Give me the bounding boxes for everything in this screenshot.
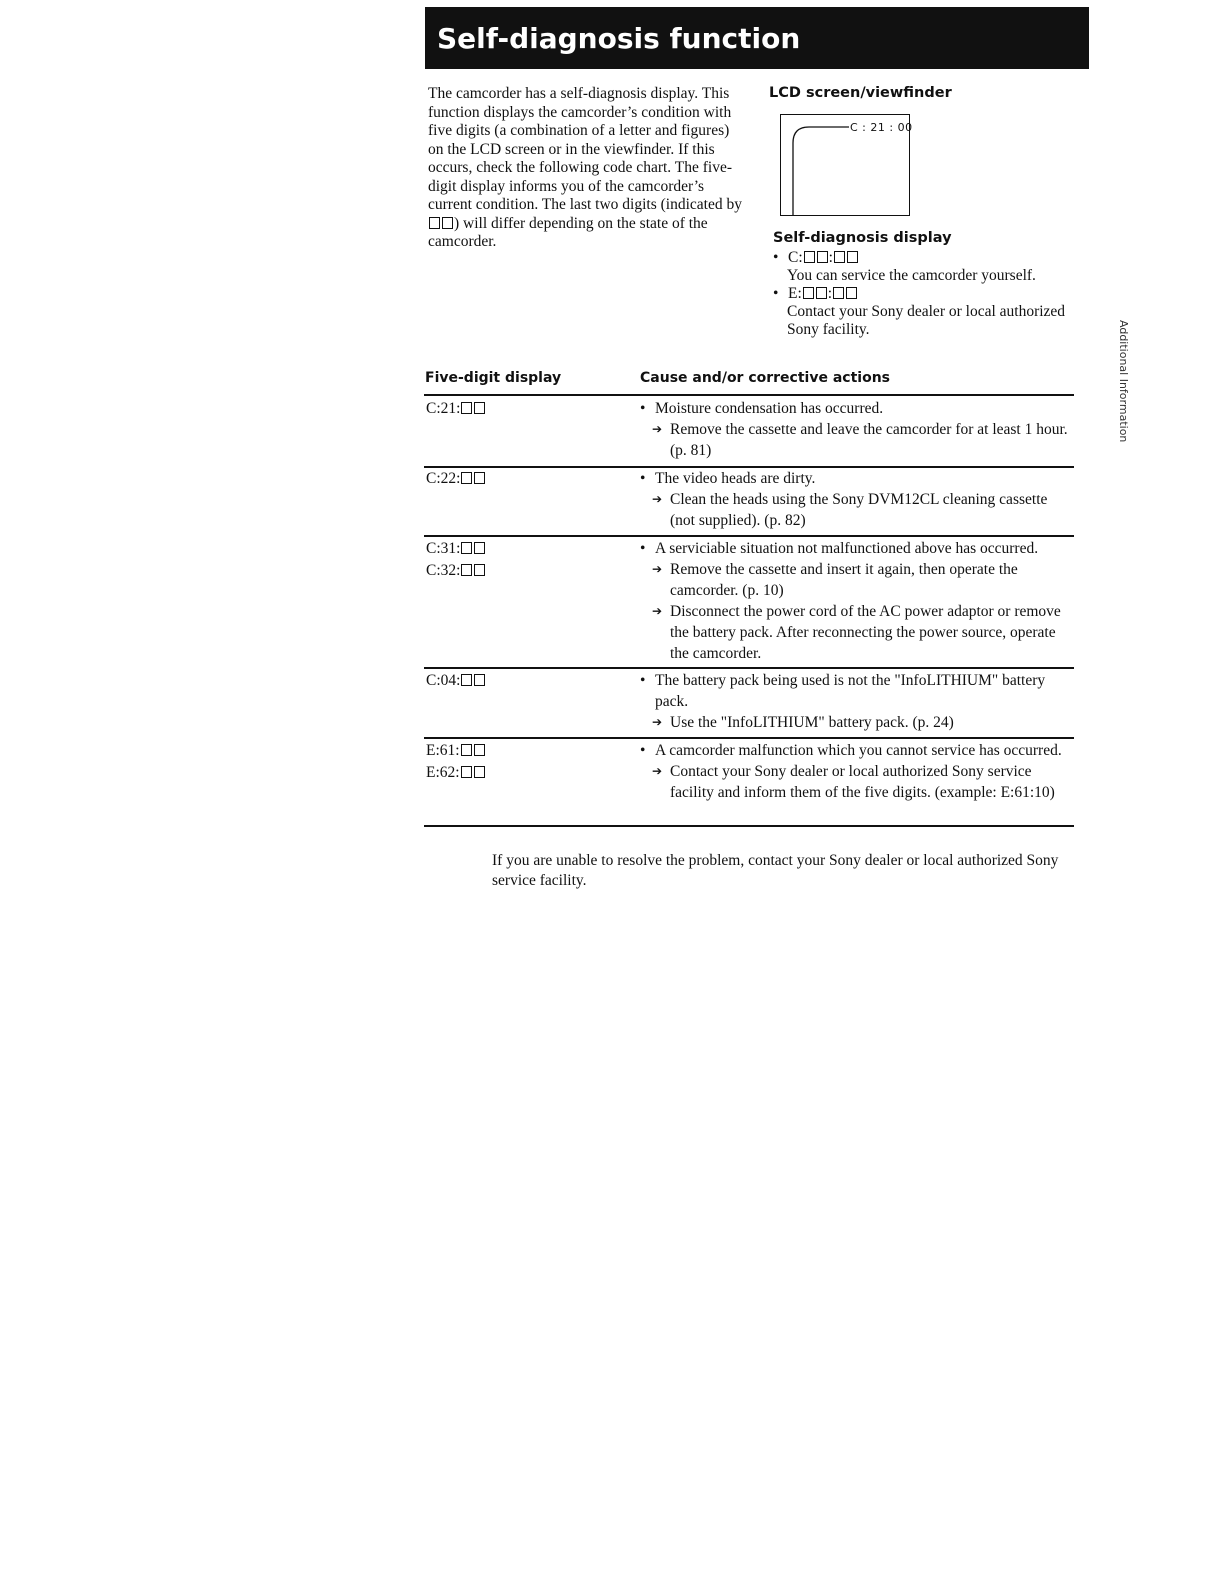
self-diagnosis-title: Self-diagnosis display — [773, 230, 952, 246]
corrective-action: ➔ Disconnect the power cord of the AC power adaptor or remove the battery pack. After reconnecting the power source, operate the camcorder. — [652, 603, 1061, 662]
cause-text: • Moisture condensation has occurred. — [640, 398, 1072, 419]
arrow-icon: ➔ — [652, 492, 663, 506]
table-row-rule — [424, 667, 1074, 669]
arrow-icon: ➔ — [652, 715, 663, 729]
lcd-readout: C : 21 : 00 — [850, 121, 913, 134]
cause-text: • The video heads are dirty. — [640, 468, 1072, 489]
table-row-code: C:22: — [426, 468, 486, 490]
table-row-code: C:04: — [426, 670, 486, 692]
table-header-cause: Cause and/or corrective actions — [640, 370, 890, 386]
table-row-cause — [640, 398, 1072, 461]
footer-note: If you are unable to resolve the problem, contact your Sony dealer or local authorized Sony service facility. — [492, 852, 1059, 889]
corrective-action: ➔ Use the "InfoLITHIUM" battery pack. (p. 24) — [652, 714, 954, 731]
corrective-action: ➔ Clean the heads using the Sony DVM12CL cleaning cassette (not supplied). (p. 82) — [652, 491, 1048, 529]
corrective-action: ➔ Contact your Sony dealer or local authorized Sony service facility and inform them of the five digits. (example: E:61:10) — [652, 763, 1055, 801]
digit-box — [429, 217, 440, 229]
intro-text-start: The camcorder has a self-diagnosis display. This function displays the camcorder’s condition with five digits (a combination of a letter and figures) on the LCD screen or in the viewfinder. If this occurs, check the following code chart. The five-digit display informs you of the camcorder’s current condition. The last two digits (indicated by — [428, 85, 742, 213]
table-row-rule — [424, 737, 1074, 739]
self-diagnosis-code: • C: : — [773, 249, 1073, 267]
table-row-cause — [640, 538, 1072, 664]
section-side-tab: Additional Information — [1117, 320, 1130, 443]
cause-text: • A serviciable situation not malfunctioned above has occurred. — [640, 538, 1072, 559]
table-row-cause — [640, 740, 1072, 803]
self-diagnosis-description: You can service the camcorder yourself. — [787, 267, 1036, 284]
table-header-code: Five-digit display — [425, 370, 562, 386]
lcd-label: LCD screen/viewfinder — [769, 85, 952, 101]
arrow-icon: ➔ — [652, 604, 663, 618]
self-diagnosis-code: • E: : — [773, 285, 1073, 303]
table-bottom-rule — [424, 825, 1074, 827]
arrow-icon: ➔ — [652, 764, 663, 778]
table-row-code: C:31: C:32: — [426, 538, 486, 582]
table-row-code: C:21: — [426, 398, 486, 420]
table-row-rule — [424, 535, 1074, 537]
table-row-cause — [640, 468, 1072, 531]
intro-text-end: ) will differ depending on the state of the camcorder. — [428, 214, 708, 250]
self-diagnosis-description: Contact your Sony dealer or local authorized Sony facility. — [787, 303, 1066, 338]
digit-box — [442, 217, 453, 229]
table-row-code: E:61: E:62: — [426, 740, 486, 784]
self-diagnosis-list — [773, 249, 1073, 339]
corrective-action: ➔ Remove the cassette and leave the camcorder for at least 1 hour. (p. 81) — [652, 421, 1068, 459]
table-row-cause — [640, 670, 1072, 733]
arrow-icon: ➔ — [652, 422, 663, 436]
intro-paragraph — [428, 85, 748, 252]
corrective-action: ➔ Remove the cassette and insert it again, then operate the camcorder. (p. 10) — [652, 561, 1018, 599]
arrow-icon: ➔ — [652, 562, 663, 576]
table-header-rule — [424, 394, 1074, 396]
cause-text: • The battery pack being used is not the "InfoLITHIUM" battery pack. — [640, 670, 1072, 712]
cause-text: • A camcorder malfunction which you cannot service has occurred. — [640, 740, 1072, 761]
page-title: Self-diagnosis function — [425, 7, 1089, 69]
